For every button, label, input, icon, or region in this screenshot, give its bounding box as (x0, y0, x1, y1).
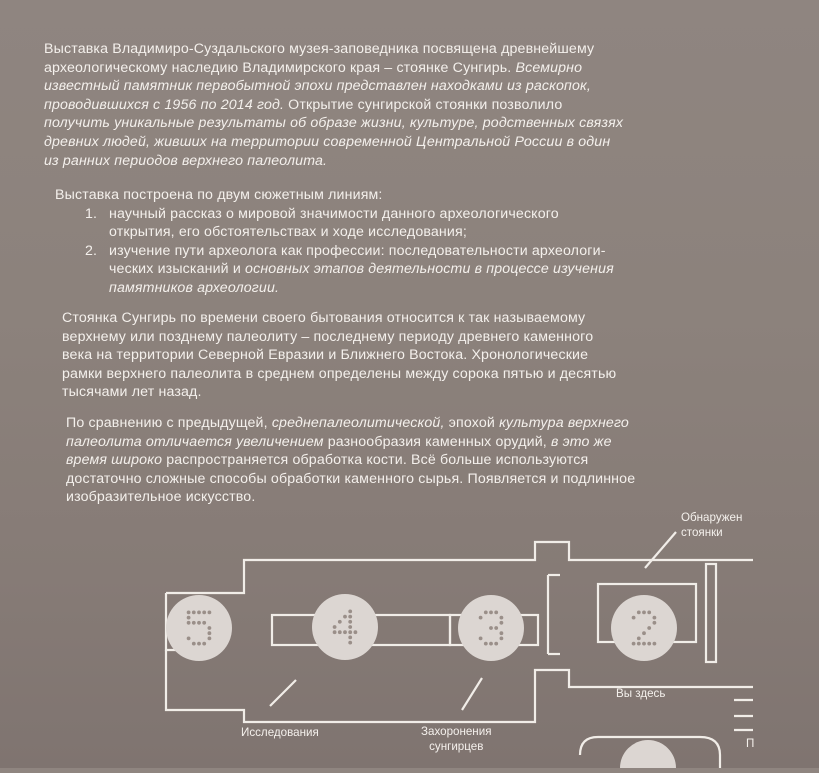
storylines-list (55, 205, 808, 298)
text-line: известный памятник первобытной эпохи представлен находками из раскопок, (44, 78, 591, 95)
room-circle (166, 595, 232, 661)
floor-plan-wall (166, 542, 753, 593)
text-line: Стоянка Сунгирь по времени своего бытования относится к так называемому (62, 310, 586, 326)
text-line: рамки верхнего палеолита в среднем определены между сорока пятью и десятью (62, 365, 617, 382)
text-line: Выставка Владимиро-Суздальского музея-заповедника посвящена древнейшему (44, 41, 595, 57)
text-line: открытия, его обстоятельствах и ходе исследования; (109, 224, 467, 241)
room-circle (312, 594, 378, 660)
floor-plan (0, 500, 753, 768)
storyline-item-1 (55, 205, 808, 242)
storyline-text (55, 205, 808, 242)
text-line: научный рассказ о мировой значимости данного археологического (109, 205, 559, 222)
text-line: тысячами лет назад. (62, 384, 202, 401)
storylines-heading: Выставка построена по двум сюжетным линиям: (55, 187, 383, 203)
storyline-number: 1. (85, 205, 98, 222)
text-line: получить уникальные результаты об образе жизни, культуре, родственных связях (44, 115, 624, 132)
comparison-paragraph (0, 414, 819, 507)
text-line: века на территории Северной Евразии и Ближнего Востока. Хронологические (62, 347, 589, 364)
storylines-section (0, 186, 808, 298)
floor-plan-leader-line (270, 680, 296, 706)
text-line: древних людей, живших на территории современной Центральной России в один (44, 133, 611, 150)
floor-plan-leader-line (462, 678, 482, 710)
storyline-text (55, 242, 808, 298)
text-line: археологическому наследию Владимирского края – стоянке Сунгирь. Всемирно (44, 59, 583, 76)
floor-plan-diagram (0, 500, 753, 768)
text-line: По сравнению с предыдущей, среднепалеолитической, эпохой культура верхнего (66, 415, 629, 431)
intro-paragraph (0, 40, 797, 170)
floor-plan-leader-line (645, 532, 676, 568)
room-circle-partial (620, 740, 676, 768)
text-line: изучение пути археолога как профессии: последовательности археологи- (109, 242, 606, 259)
storyline-item-2 (55, 242, 808, 298)
text-line: памятников археологии. (109, 279, 280, 296)
storyline-number: 2. (85, 242, 98, 259)
room-circle (611, 595, 677, 661)
paleolithic-paragraph (0, 309, 815, 402)
floor-plan-wall (166, 650, 753, 722)
text-line: ческих изысканий и основных этапов деятельности в процессе изучения (109, 261, 614, 278)
text-line: палеолита отличается увеличением разнообразия каменных орудий, в это же (66, 433, 612, 450)
floor-plan-display (706, 564, 716, 662)
text-line: достаточно сложные способы обработки каменного сырья. Появляется и подлинное (66, 470, 636, 487)
label-discovery: Обнаружен стоянки (681, 511, 743, 539)
label-burials: Захоронения сунгирцев (421, 725, 492, 753)
text-line: время широко распространяется обработка кости. Всё больше используются (66, 452, 589, 469)
text-line: из ранних периодов верхнего палеолита. (44, 152, 328, 169)
label-research: Исследования (241, 726, 319, 739)
text-line: изобразительное искусство. (66, 489, 256, 506)
text-line: верхнему или позднему палеолиту – последнему периоду древнего каменного (62, 328, 594, 345)
label-cut-off: П (746, 737, 755, 750)
label-you-are-here: Вы здесь (616, 687, 666, 700)
text-line: проводившихся с 1956 по 2014 год. Открытие сунгирской стоянки позволило (44, 96, 563, 113)
